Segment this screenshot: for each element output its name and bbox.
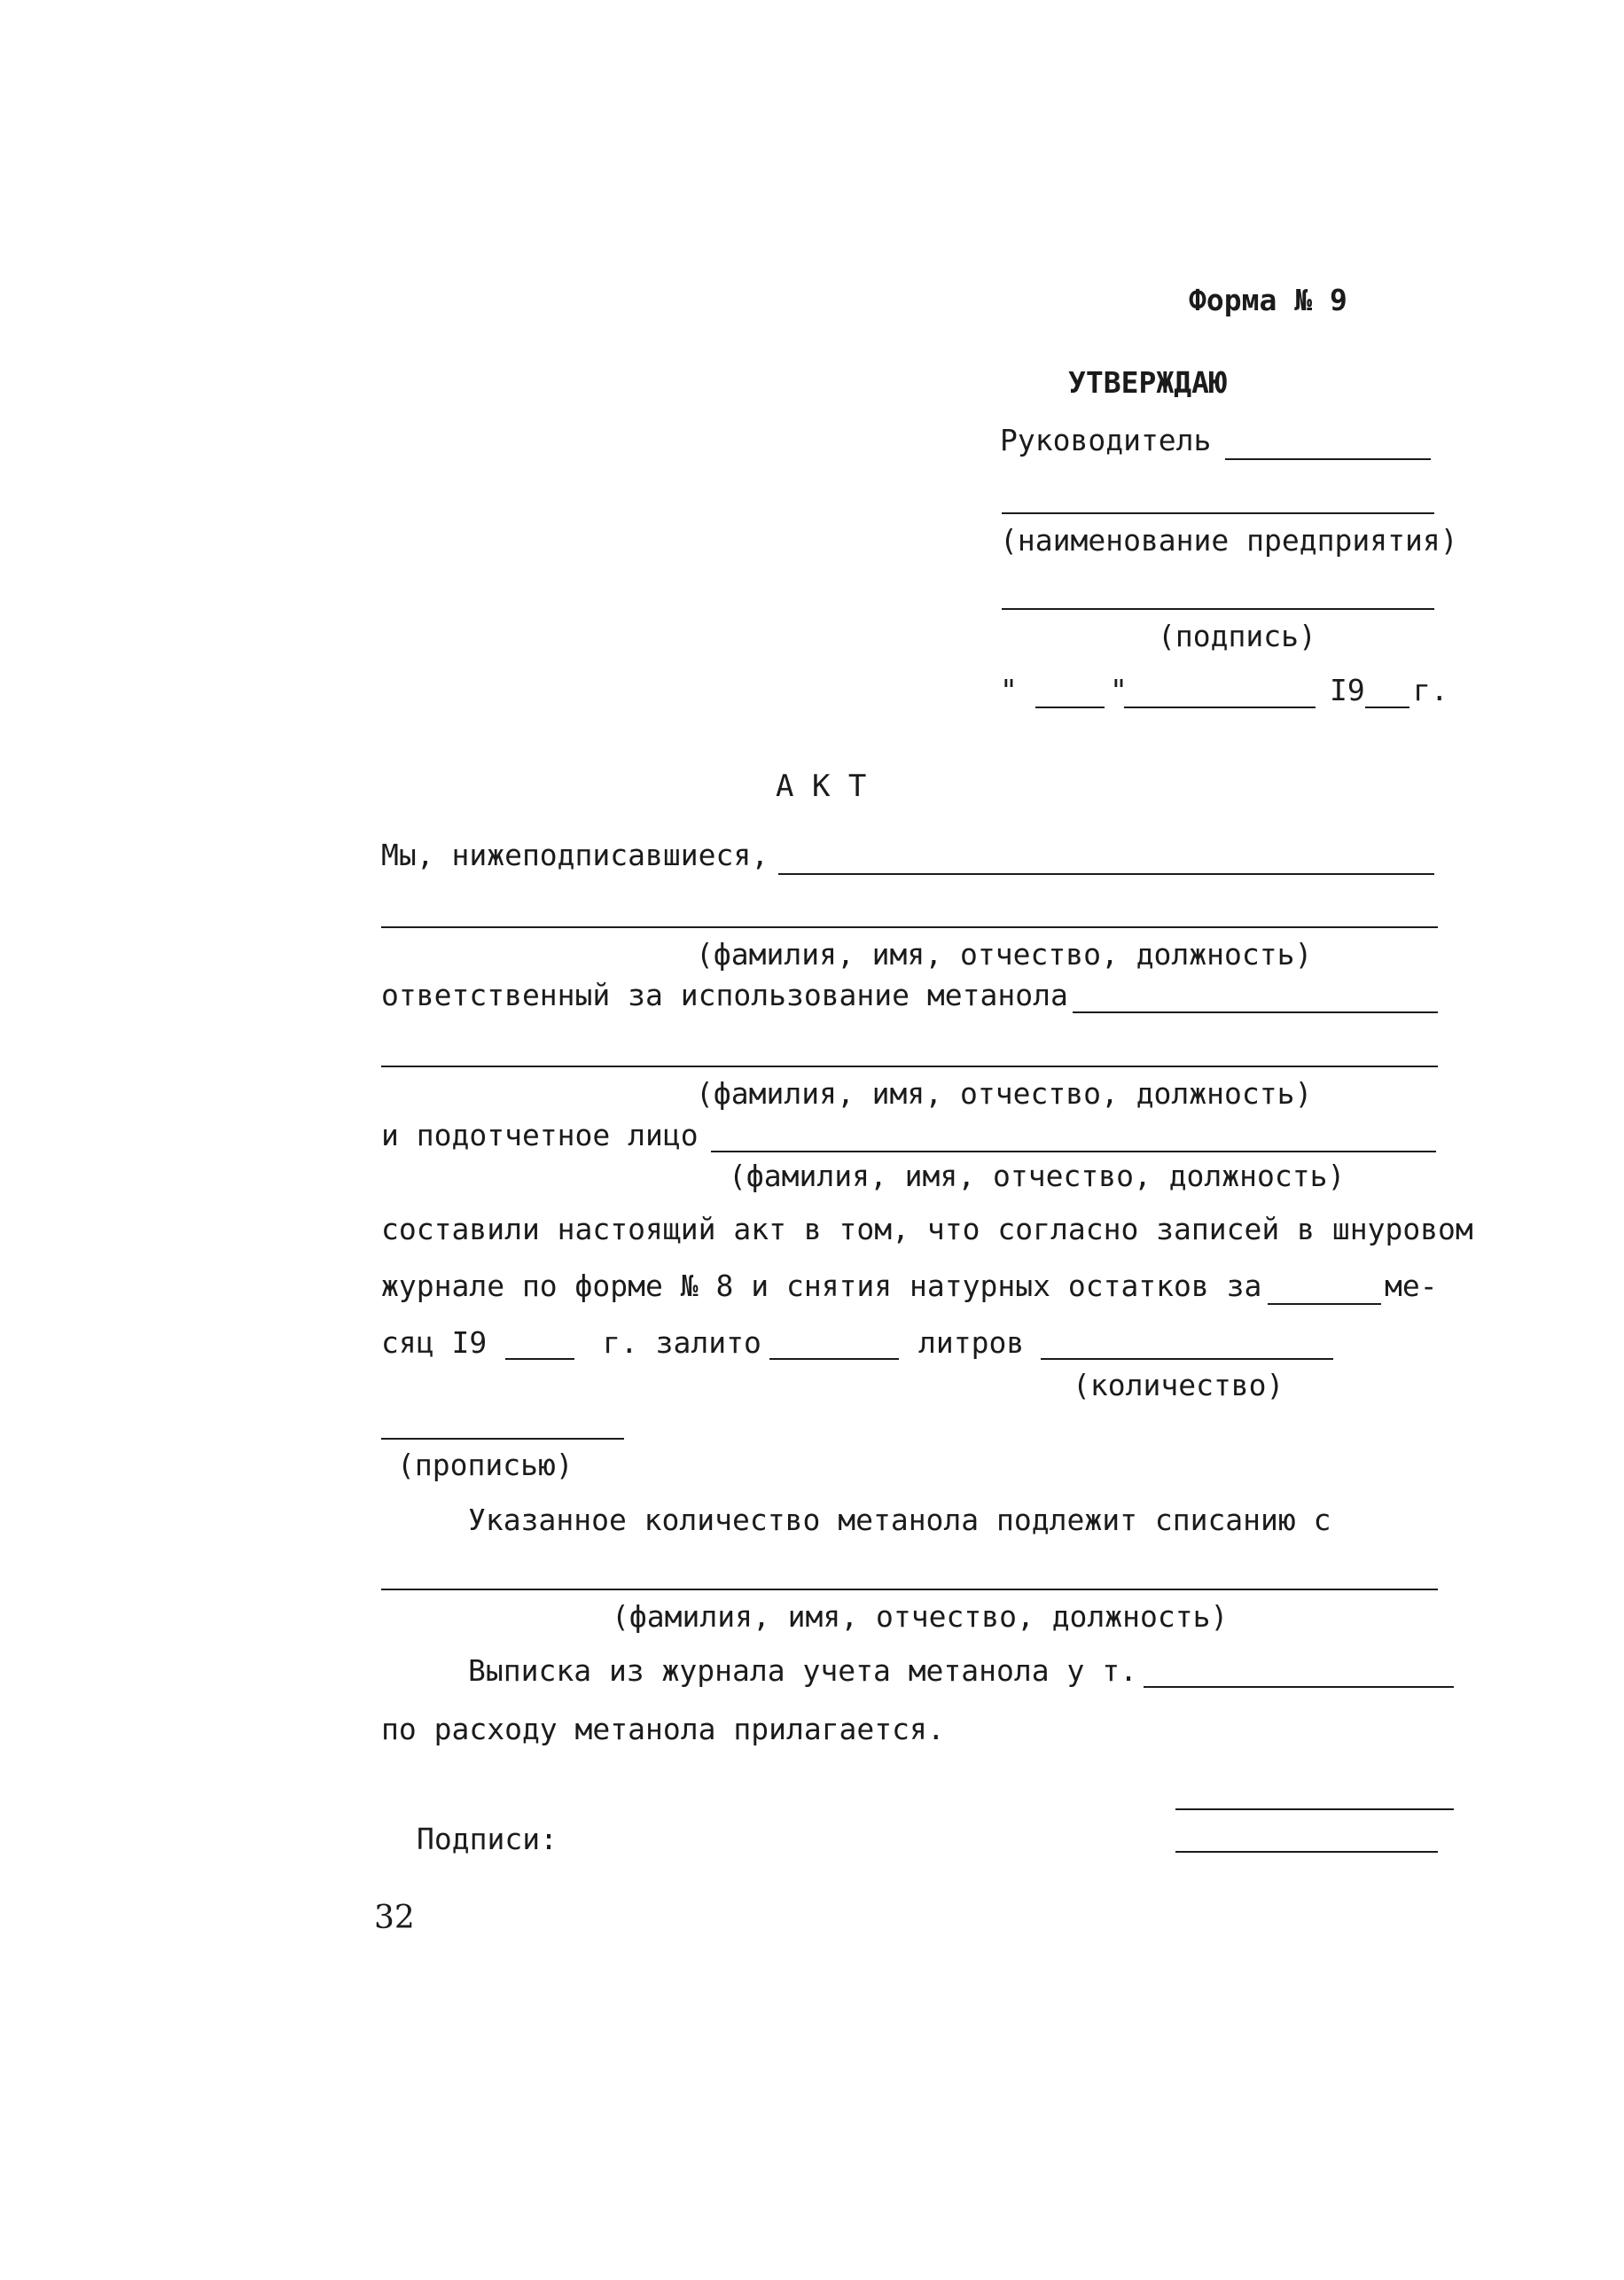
date-year-prefix: I9 xyxy=(1330,673,1365,707)
body-line-6b: г. залито xyxy=(603,1325,761,1360)
date-year-line xyxy=(1365,707,1409,708)
form-number: Форма № 9 xyxy=(1189,283,1347,317)
body-line-6c: литров xyxy=(918,1325,1025,1360)
organization-caption: (наименование предприятия) xyxy=(1000,523,1458,558)
caption-words: (прописью) xyxy=(397,1448,574,1482)
body-line-7: Указанное количество метанола подлежит списанию с xyxy=(468,1503,1331,1537)
body-line-1: Мы, нижеподписавшиеся, xyxy=(381,838,769,872)
body-line-5b: ме- xyxy=(1385,1269,1438,1303)
fill-line-6 xyxy=(381,1589,1438,1590)
body-line-2: ответственный за использование метанола xyxy=(381,978,1068,1012)
head-signature-line xyxy=(1225,458,1431,460)
date-quote-close: " xyxy=(1110,673,1128,707)
fill-line-5 xyxy=(711,1151,1436,1152)
signature-line-2 xyxy=(1175,1851,1438,1853)
caption-fio-4: (фамилия, имя, отчество, должность) xyxy=(612,1599,1229,1634)
signature-caption: (подпись) xyxy=(1158,619,1316,653)
document-title: А К Т xyxy=(776,769,867,804)
body-line-8: Выписка из журнала учета метанола у т. xyxy=(468,1653,1137,1688)
signature-line-1 xyxy=(1175,1808,1454,1810)
body-line-5a: журнале по форме № 8 и снятия натурных остатков за xyxy=(381,1269,1262,1303)
date-day-line xyxy=(1035,707,1105,708)
body-line-9: по расходу метанола прилагается. xyxy=(381,1712,945,1746)
approve-heading: УТВЕРЖДАЮ xyxy=(1068,365,1227,400)
page-number: 32 xyxy=(374,1900,415,1936)
fill-line-month xyxy=(1268,1303,1381,1305)
signature-line xyxy=(1002,608,1434,610)
body-line-6a: сяц I9 xyxy=(381,1325,488,1360)
signatures-label: Подписи: xyxy=(417,1822,558,1856)
fill-line-year xyxy=(505,1358,574,1360)
caption-fio-1: (фамилия, имя, отчество, должность) xyxy=(696,937,1313,972)
fill-line-1 xyxy=(778,873,1434,875)
organization-line xyxy=(1002,512,1434,514)
caption-fio-3: (фамилия, имя, отчество, должность) xyxy=(729,1159,1346,1193)
fill-line-4 xyxy=(381,1066,1438,1067)
fill-line-filled xyxy=(769,1358,899,1360)
fill-line-2 xyxy=(381,926,1438,928)
fill-line-words xyxy=(381,1438,624,1440)
caption-fio-2: (фамилия, имя, отчество, должность) xyxy=(696,1076,1313,1111)
body-line-4: составили настоящий акт в том, что согласно записей в шнуровом xyxy=(381,1212,1473,1246)
body-line-3: и подотчетное лицо xyxy=(381,1118,699,1152)
fill-line-liters xyxy=(1041,1358,1333,1360)
date-month-line xyxy=(1124,707,1316,708)
date-quote-open: " xyxy=(1000,673,1018,707)
head-label: Руководитель xyxy=(1000,423,1212,457)
fill-line-7 xyxy=(1144,1686,1454,1688)
date-year-suffix: г. xyxy=(1413,673,1448,707)
caption-quantity: (количество) xyxy=(1073,1368,1284,1402)
fill-line-3 xyxy=(1073,1011,1438,1013)
